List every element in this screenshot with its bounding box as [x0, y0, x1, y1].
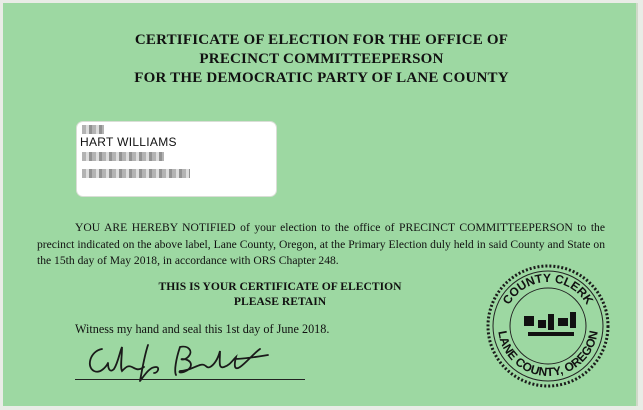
clerk-signature	[84, 337, 314, 385]
retain-line-2: PLEASE RETAIN	[233, 294, 327, 308]
retain-notice	[0, 280, 560, 309]
redacted-label-line	[82, 152, 164, 161]
signature-line	[75, 379, 305, 380]
header-line-2: PRECINCT COMMITTEEPERSON	[199, 51, 444, 67]
redacted-label-line	[82, 125, 104, 134]
redacted-label-line	[82, 169, 190, 178]
county-clerk-seal	[484, 262, 612, 390]
seal-emblem	[524, 312, 576, 336]
mailing-label	[77, 122, 276, 196]
seal-bottom-text: LANE COUNTY, OREGON	[495, 329, 601, 380]
retain-line-1: THIS IS YOUR CERTIFICATE OF ELECTION	[158, 280, 402, 293]
seal-top-text: COUNTY CLERK	[499, 270, 597, 307]
label-recipient-name: HART WILLIAMS	[80, 135, 177, 149]
witness-statement: Witness my hand and seal this 1st day of June 2018.	[75, 322, 330, 336]
notice-paragraph: YOU ARE HEREBY NOTIFIED of your election to the office of PRECINCT COMMITTEEPERSON to the precinct indicated on the above label, Lane County, Oregon, at the Primary Election duly held in said County and State on the 15th day of May 2018, in accordance with ORS Chapter 248.	[37, 221, 605, 267]
header-line-1: CERTIFICATE OF ELECTION FOR THE OFFICE OF	[134, 32, 509, 48]
certificate-header	[0, 31, 643, 88]
header-line-3: FOR THE DEMOCRATIC PARTY OF LANE COUNTY	[134, 70, 509, 86]
